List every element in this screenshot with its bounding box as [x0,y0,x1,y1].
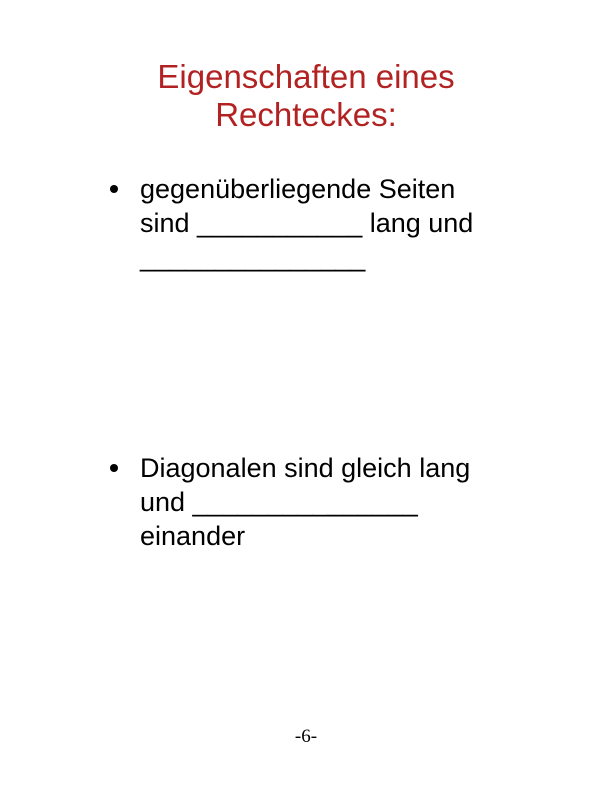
list-item-line: gegenüberliegende Seiten [140,174,456,204]
list-item-line: sind ___________ lang und [140,208,474,238]
bullet-icon [110,185,118,193]
page-title-line-1: Eigenschaften eines [157,58,455,95]
page-number: -6- [294,726,318,747]
list-item-line: und _______________ [140,487,418,517]
bullet-icon [110,464,118,472]
list-item-line: _______________ [140,242,366,272]
page-title-line-2: Rechteckes: [215,96,397,133]
list-item-line: Diagonalen sind gleich lang [140,453,471,483]
list-item-line: einander [140,521,246,551]
